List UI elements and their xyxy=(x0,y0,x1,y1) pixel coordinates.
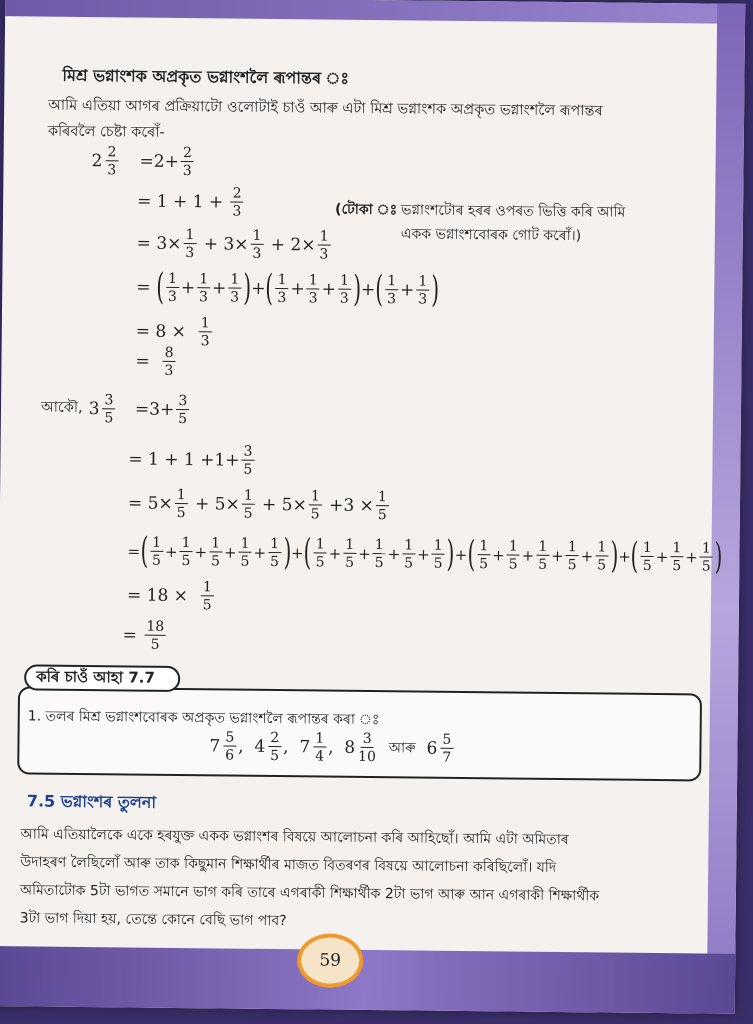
ex1-result: = $\frac{8}{3}$ xyxy=(135,344,174,379)
ex1-step-3: = 3× $\frac{1}{3}$ + 3× $\frac{1}{3}$ + 2× $\frac{1}{3}$ xyxy=(136,227,329,263)
ex1-step-2: = 1 + 1 + $\frac{2}{3}$ xyxy=(137,185,242,220)
ex2-step-3: = 5× $\frac{1}{5}$ + 5× $\frac{1}{5}$ + 5× $\frac{1}{5}$ +3 × $\frac{1}{5}$ xyxy=(127,486,387,524)
ex2-step-5: = 18 × $\frac{1}{5}$ xyxy=(126,579,212,614)
ex1-step-5: = 8 × $\frac{1}{3}$ xyxy=(135,315,210,350)
para-line-2: উদাহৰণ লৈছিলোঁ আৰু তাক কিছুমান শিক্ষাৰ্থীৰ মাজত বিতৰণৰ বিষয়ে আলোচনা কৰিছিলোঁ। যদি xyxy=(20,854,557,876)
ex2-result: = $\frac{18}{5}$ xyxy=(122,618,165,653)
note-label: (টোকা ঃ xyxy=(335,201,398,219)
ex1-step-1: =2+ $\frac{2}{3}$ xyxy=(139,145,192,180)
ex1-step-4: = ( $\frac{1}{3}$ + $\frac{1}{3}$ + $\frac{1}{3}$ ) + ( $\frac{1}{3}$ + $\frac{1}{3}$ + $\frac{1}{3}$ ) + ( $\frac{1}{3}$ + $\frac{1}{3}$ ) xyxy=(136,266,440,311)
bottom-decorative-band xyxy=(0,946,735,1014)
note-line-2: একক ভগ্নাংশবোৰক গোট কৰোঁ।) xyxy=(400,226,582,245)
exercise-box xyxy=(17,686,702,781)
intro-line-1: আমি এতিয়া আগৰ প্ৰক্ৰিয়াটো ওলোটাই চাওঁ আৰু এটা মিশ্ৰ ভগ্নাংশক অপ্ৰকৃত ভগ্নাংশলৈ ৰূপান্তৰ xyxy=(48,97,603,120)
para-line-1: আমি এতিয়ালৈকে একে হৰযুক্ত একক ভগ্নাংশৰ বিষয়ে আলোচনা কৰি আহিছোঁ। আমি এটা অমিতাৰ xyxy=(20,826,569,849)
note-line-1: ভগ্নাংশটোৰ হৰৰ ওপৰত ভিত্তি কৰি আমি xyxy=(401,202,626,221)
ex1-mixed-number: 2 $\frac{2}{3}$ xyxy=(91,144,117,179)
ex2-step-2: = 1 + 1 +1+ $\frac{3}{5}$ xyxy=(128,443,253,478)
exercise-question: 1. তলৰ মিশ্ৰ ভগ্নাংশবোৰক অপ্ৰকৃত ভগ্নাংশলৈ ৰূপান্তৰ কৰা ঃ xyxy=(27,708,380,729)
side-decorative-band xyxy=(707,4,746,1014)
exercise-title-badge: কৰি চাওঁ আহা 7.7 xyxy=(24,664,180,692)
exercise-fractions: 7 $\frac{5}{6}$ , 4 $\frac{2}{5}$ , 7 $\frac{1}{4}$ , 8 $\frac{3}{10}$ আৰু 6 $\frac{5}{7}$ xyxy=(209,729,452,766)
para-line-4: 3টা ভাগ দিয়া হয়, তেন্তে কোনে বেছি ভাগ পাব? xyxy=(19,910,287,930)
ex2-step-4: = ( $\frac{1}{5}$ + $\frac{1}{5}$ + $\frac{1}{5}$ + $\frac{1}{5}$ + $\frac{1}{5}$ ) + ( $\frac{1}{5}$ + $\frac{1}{5}$ + $\frac{1}{5}$ + $\frac{1}{5}$ + $\frac{1}{5}$ ) + ( $\frac{1}{5}$ + $\frac{1}{5}$ + $\frac{1}{5}$ + $\frac{1}{5}$ + $\frac{1}{5}$ ) + ( $\frac{1}{5}$ + $\frac{1}{5}$ + $\frac{1}{5}$ ) xyxy=(127,530,723,578)
ex2-step-1: =3+ $\frac{3}{5}$ xyxy=(134,392,188,428)
top-decorative-band xyxy=(5,0,745,24)
intro-line-2: কৰিবলৈ চেষ্টা কৰোঁ- xyxy=(47,123,165,141)
section-heading: মিশ্ৰ ভগ্নাংশক অপ্ৰকৃত ভগ্নাংশলৈ ৰূপান্তৰ ঃ xyxy=(62,65,350,88)
para-line-3: অমিতাটোক 5টা ভাগত সমানে ভাগ কৰি তাৰে এগৰাকী শিক্ষাৰ্থীক 2টা ভাগ আৰু আন এগৰাকী শিক্ষাৰ্থীক xyxy=(19,882,600,905)
ex2-mixed-number: আকৌ, 3 $\frac{3}{5}$ xyxy=(40,392,114,427)
page-number: 59 xyxy=(297,933,364,988)
section-7-5-title: 7.5 ভগ্নাংশৰ তুলনা xyxy=(26,791,157,812)
